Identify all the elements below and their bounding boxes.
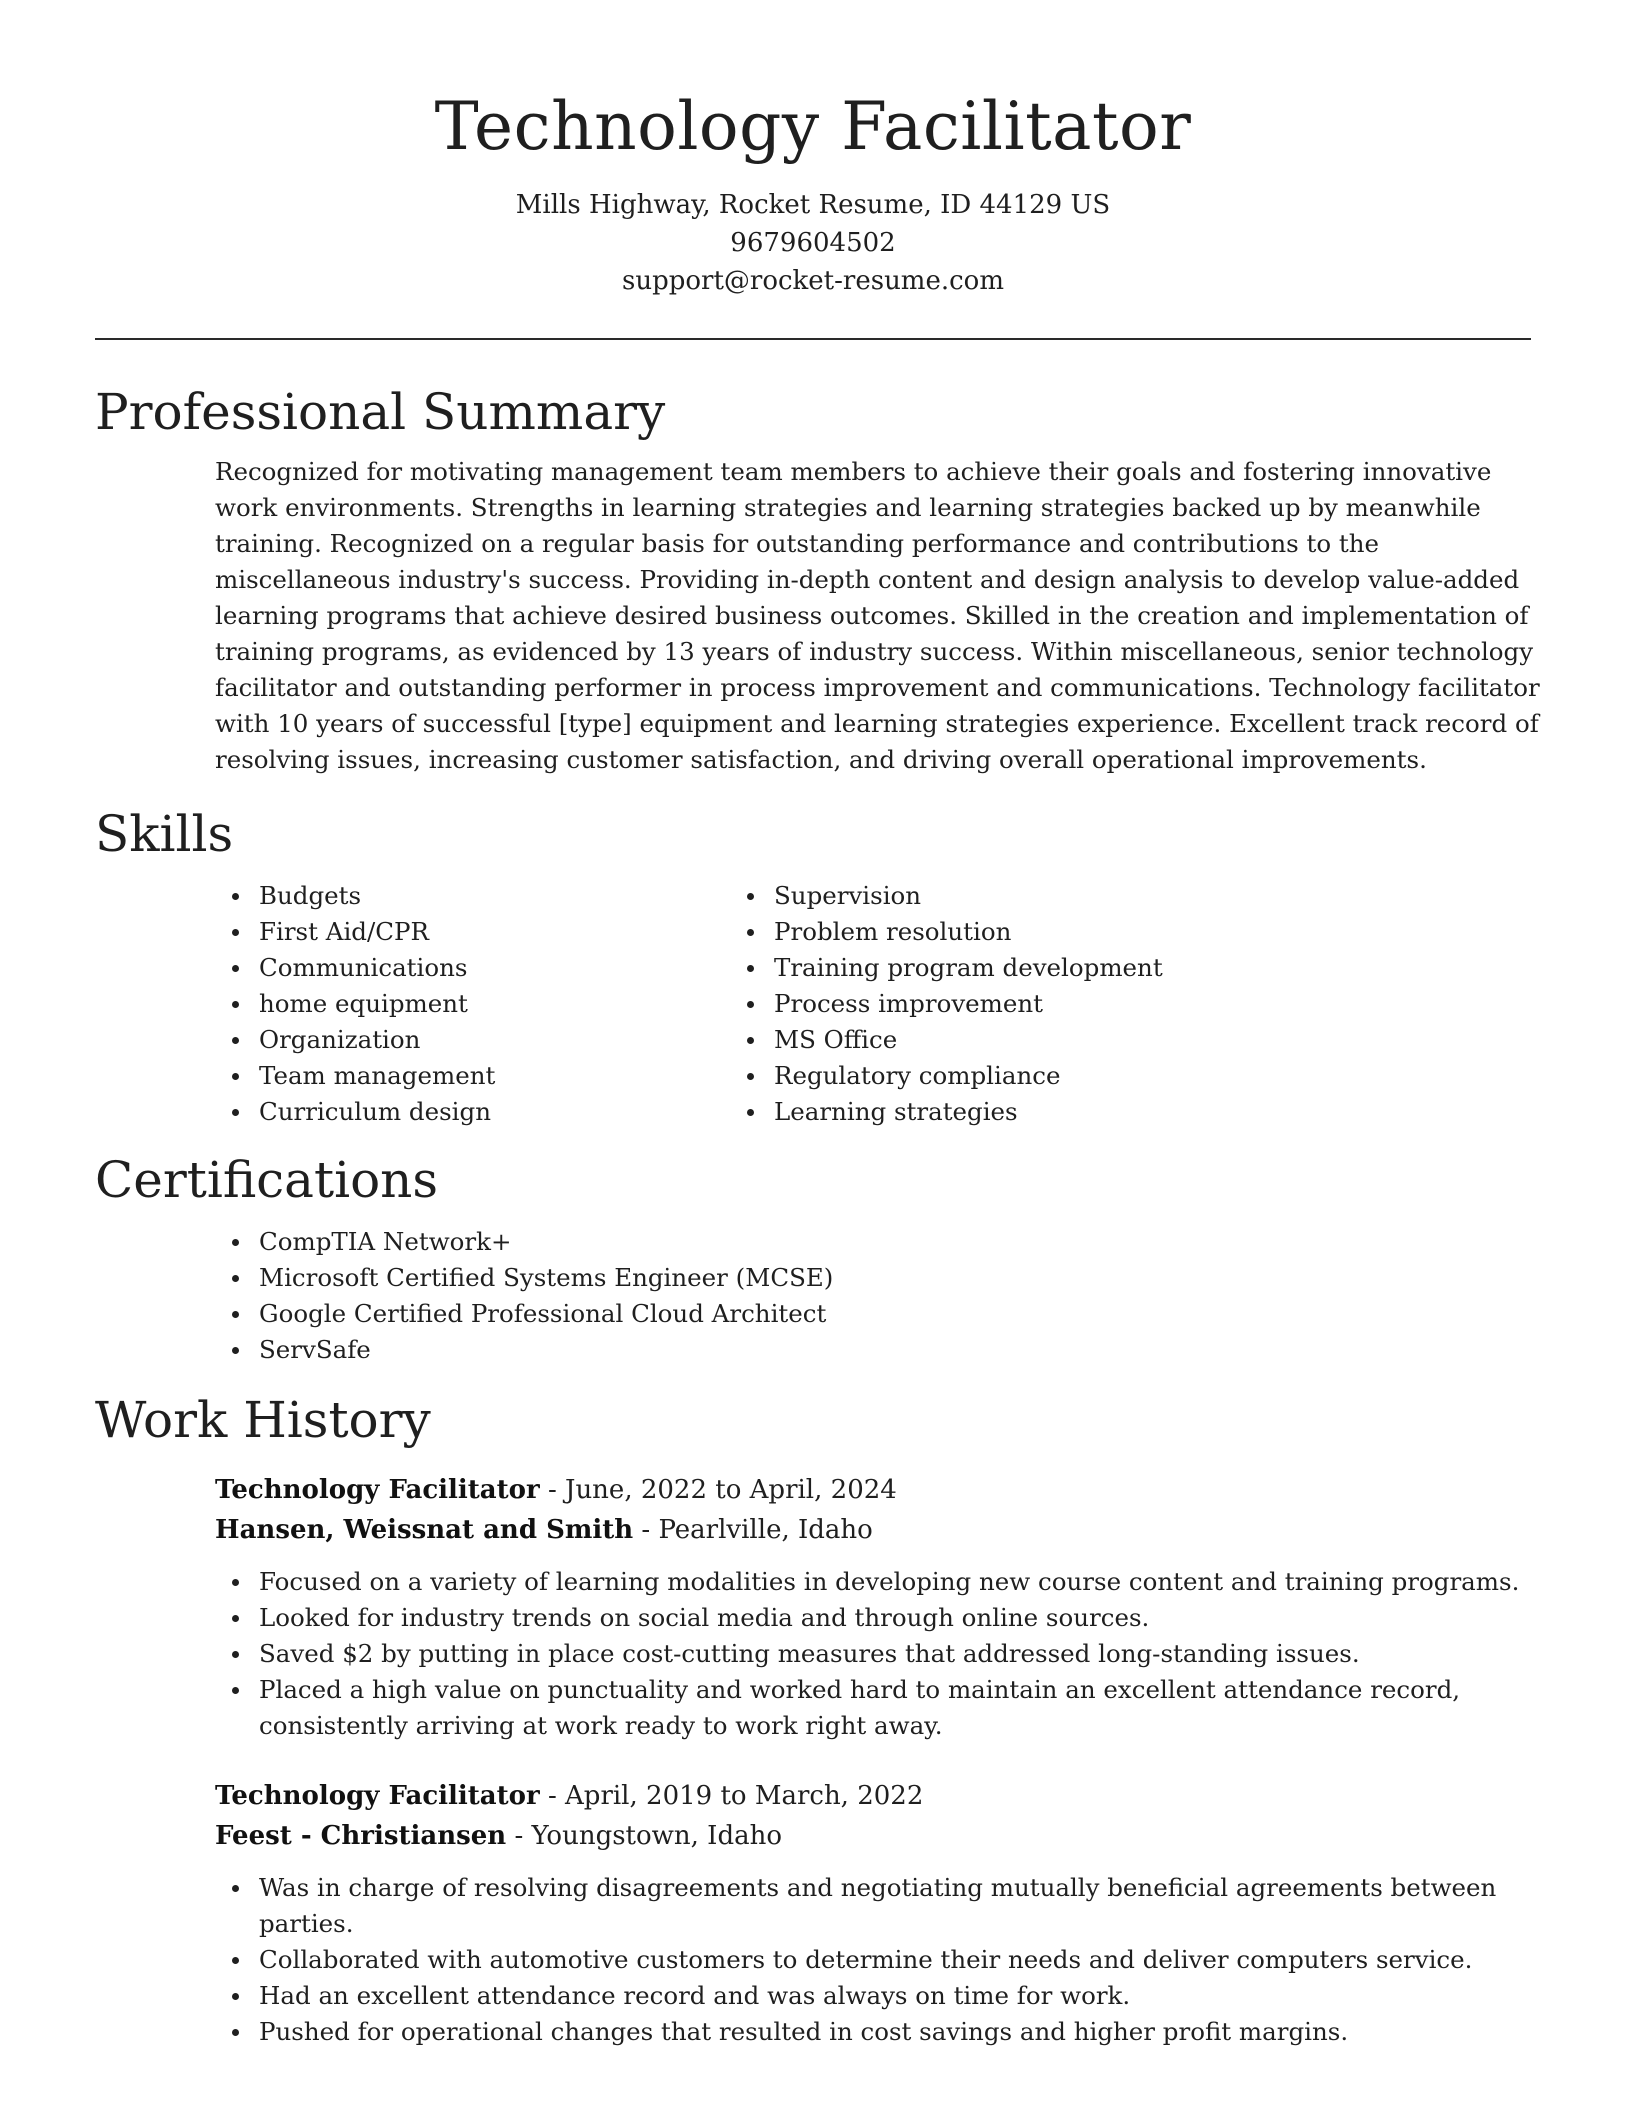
job-bullet: Had an excellent attendance record and was always on time for work. [95, 1978, 1531, 2014]
certifications-list [95, 1224, 1531, 1368]
skill-item: Team management [95, 1058, 743, 1094]
job-bullet: Was in charge of resolving disagreements and negotiating mutually beneficial agreements between parties. [95, 1870, 1531, 1942]
contact-email: support@rocket-resume.com [621, 266, 1004, 296]
job-bullet: Looked for industry trends on social media and through online sources. [95, 1600, 1531, 1636]
skill-item: Curriculum design [95, 1094, 743, 1130]
skill-item: Supervision [743, 878, 1531, 914]
work-history-heading: Work History [95, 1391, 431, 1449]
skill-item: First Aid/CPR [95, 914, 743, 950]
job-bullets [95, 1564, 1531, 1744]
certification-item: Microsoft Certified Systems Engineer (MCSE) [95, 1260, 1531, 1296]
job-company: Hansen, Weissnat and Smith [215, 1515, 634, 1545]
job-title-line [215, 1470, 1531, 1510]
contact-address: Mills Highway, Rocket Resume, ID 44129 US [515, 190, 1111, 220]
skills-grid [95, 878, 1531, 1130]
job-company-line [215, 1510, 1531, 1550]
certifications-heading: Certifications [95, 1151, 439, 1209]
skills-heading: Skills [95, 805, 234, 863]
resume-page [95, 0, 1540, 2050]
job-entry [95, 1470, 1531, 1744]
job-bullet: Saved $2 by putting in place cost-cutting measures that addressed long-standing issues. [95, 1636, 1531, 1672]
certification-item: Google Certified Professional Cloud Architect [95, 1296, 1531, 1332]
candidate-name: Technology Facilitator [434, 88, 1192, 165]
job-title-line [215, 1776, 1531, 1816]
header-divider [95, 338, 1531, 340]
job-bullet: Collaborated with automotive customers to determine their needs and deliver computers service. [95, 1942, 1531, 1978]
summary-text: Recognized for motivating management team members to achieve their goals and fostering innovative work environments. Strengths in learning strategies and learning strategies backed up by meanwhile training. Recognized on a regular basis for outstanding performance and contributions to the miscellaneous industry's success. Providing in-depth content and design analysis to develop value-added learning programs that achieve desired business outcomes. Skilled in the creation and implementation of training programs, as evidenced by 13 years of industry success. Within miscellaneous, senior technology facilitator and outstanding performer in process improvement and communications. Technology facilitator with 10 years of successful [type] equipment and learning strategies experience. Excellent track record of resolving issues, increasing customer satisfaction, and driving overall operational improvements. [215, 457, 1540, 774]
skill-item: Training program development [743, 950, 1531, 986]
job-entry [95, 1776, 1531, 2050]
certification-item: CompTIA Network+ [95, 1224, 1531, 1260]
skill-item: Organization [95, 1022, 743, 1058]
job-location: - Youngstown, Idaho [506, 1821, 782, 1851]
skills-list-right [743, 878, 1531, 1130]
summary-heading: Professional Summary [95, 383, 666, 441]
job-location: - Pearlville, Idaho [633, 1515, 873, 1545]
job-bullet: Pushed for operational changes that resulted in cost savings and higher profit margins. [95, 2014, 1531, 2050]
resume-header [95, 0, 1531, 300]
skill-item: Problem resolution [743, 914, 1531, 950]
skill-item: Regulatory compliance [743, 1058, 1531, 1094]
job-company-line [215, 1816, 1531, 1856]
job-dates: - June, 2022 to April, 2024 [539, 1475, 897, 1505]
skill-item: Budgets [95, 878, 743, 914]
job-bullets [95, 1870, 1531, 2050]
skill-item: Communications [95, 950, 743, 986]
job-bullet: Focused on a variety of learning modalities in developing new course content and training programs. [95, 1564, 1531, 1600]
skills-list-left [95, 878, 743, 1130]
contact-phone: 9679604502 [730, 228, 896, 258]
job-bullet: Placed a high value on punctuality and worked hard to maintain an excellent attendance record, consistently arriving at work ready to work right away. [95, 1672, 1531, 1744]
skill-item: Process improvement [743, 986, 1531, 1022]
job-role: Technology Facilitator [215, 1781, 540, 1811]
certification-item: ServSafe [95, 1332, 1531, 1368]
skill-item: home equipment [95, 986, 743, 1022]
job-role: Technology Facilitator [215, 1475, 540, 1505]
job-dates: - April, 2019 to March, 2022 [539, 1781, 924, 1811]
skill-item: MS Office [743, 1022, 1531, 1058]
job-company: Feest - Christiansen [215, 1821, 507, 1851]
skill-item: Learning strategies [743, 1094, 1531, 1130]
